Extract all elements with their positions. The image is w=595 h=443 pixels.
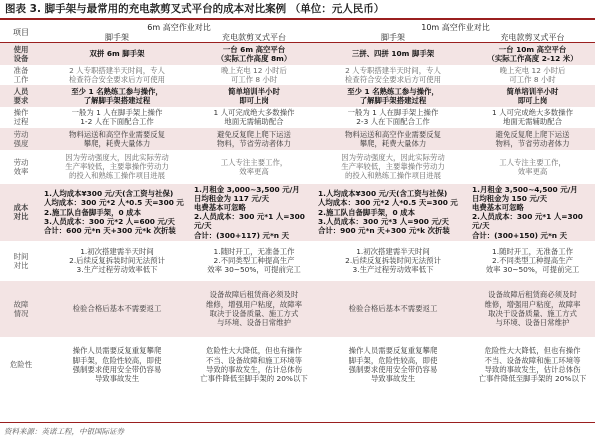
- header-scaffold-6m: 脚手架: [42, 33, 192, 43]
- table-cell: 操作人员需要反复重复攀爬 脚手架，危险性较高，即使 强制要求使用安全带仍容易 导致事故发生: [42, 337, 192, 393]
- table-cell: 一般为 1 人在脚手架上操作 2-3 人在下面配合工作: [316, 107, 470, 128]
- row-label: 操作 过程: [0, 107, 42, 128]
- table-cell: 检验合格后基本不需要返工: [316, 281, 470, 337]
- table-cell: 1.人均成本¥300 元/天(含工资与社保) 人均成本：300 元*2 人*0.5 天=300 元 2.施工队自备脚手架，0 成本 3.人员成本：300 元*2 人=600 元/天 合计：600 元*n 天+300 元*k 次折装: [42, 184, 192, 241]
- table-cell: 2 人专职搭建半天时间，专人 检查符合安全要求后方可使用: [42, 65, 192, 85]
- table-cell: 1 人可完成绝大多数操作 地面无需辅助配合: [470, 107, 595, 128]
- table-cell: 1 人可完成绝大多数操作 地面无需辅助配合: [192, 107, 316, 128]
- table-cell: 双拼 6m 脚手架: [42, 43, 192, 65]
- table-cell: 因为劳动强度大，因此实际劳动 生产率较低，主要靠操作劳动力 的投入和熟练工操作项目进展: [316, 150, 470, 184]
- table-cell: 三拼、四拼 10m 脚手架: [316, 43, 470, 65]
- table-cell: 避免反复爬上爬下运送 物料，节省劳动者体力: [470, 128, 595, 150]
- table-cell: 操作人员需要反复重复攀爬 脚手架，危险性较高，即使 强制要求使用安全带仍容易 导致事故发生: [316, 337, 470, 393]
- table-row: [0, 43, 595, 65]
- table-cell: 工人专注主要工作， 效率更高: [192, 150, 316, 184]
- source-note: 资料来源：英诺工程，中银国际证券: [4, 427, 124, 436]
- table-row: [0, 241, 595, 281]
- table-row: [0, 128, 595, 150]
- table-cell: 1.人均成本¥300 元/天(含工资与社保) 人均成本：300 元*2 人*0.5 天=300 元 2.施工队自备脚手架，0 成本 3.人员成本：300 元*3 人=900 元/天 合计：900 元*n 天+300 元*k 次折装: [316, 184, 470, 241]
- table-cell: 晚上充电 12 小时后 可工作 8 小时: [192, 65, 316, 85]
- table-row: [0, 337, 595, 393]
- table-row: [0, 150, 595, 184]
- table-bottom-rule: [0, 422, 595, 423]
- table-cell: 晚上充电 12 小时后 可工作 8 小时: [470, 65, 595, 85]
- table-cell: 危险性大大降低，但也有操作 不当、设备故障和施工环境等 导致的事故发生，估计总体伤 亡事件降低至脚手架的 20%以下: [470, 337, 595, 393]
- header-lift-10m: 充电款剪叉式平台: [470, 33, 595, 43]
- table-cell: 简单培训半小时 即可上岗: [470, 85, 595, 107]
- table-cell: 因为劳动强度大，因此实际劳动 生产率较低，主要靠操作劳动力 的投入和熟练工操作项目进展: [42, 150, 192, 184]
- row-label: 准备 工作: [0, 65, 42, 85]
- header-lift-6m: 充电款剪叉式平台: [192, 33, 316, 43]
- table-cell: 危险性大大降低，但也有操作 不当、设备故障和施工环境等 导致的事故发生，估计总体伤 亡事件降低至脚手架的 20%以下: [192, 337, 316, 393]
- row-label: 危险性: [0, 337, 42, 393]
- row-label: 劳动 强度: [0, 128, 42, 150]
- cost-comparison-table: [0, 22, 595, 393]
- table-cell: 1.初次搭建需半天时间 2.后续反复拆装时间无法预计 3.生产过程劳动效率低下: [42, 241, 192, 281]
- table-cell: 物料运送和高空作业需要反复 攀爬，耗费大量体力: [42, 128, 192, 150]
- table-cell: 一般为 1 人在脚手架上操作 1-2 人在下面配合工作: [42, 107, 192, 128]
- row-label: 成本 对比: [0, 184, 42, 241]
- table-cell: 1.月租金 3,000~3,500 元/月 日均租金为 117 元/天 电费基本可忽略 2.人员成本：300 元*1 人=300 元/天 合计：(300+117) 元*n 天: [192, 184, 316, 241]
- table-row: [0, 85, 595, 107]
- figure-title: 图表 3. 脚手架与最常用的充电款剪叉式平台的成本对比案例 （单位：元人民币）: [0, 0, 595, 20]
- header-group-10m: 10m 高空作业对比: [421, 22, 490, 32]
- table-cell: 设备故障后租赁商必须及时 维修，增强用户粘度，故障率 取决于设备质量、施工方式 与环境、设备日常维护: [470, 281, 595, 337]
- table-cell: 1.月租金 3,500~4,500 元/月 日均租金为 150 元/天 电费基本可忽略 2.人员成本：300 元*1 人=300 元/天 合计：(300+150) 元*n 天: [470, 184, 595, 241]
- table-cell: 1.随时开工，无准备工作 2.不同类型工种提高生产 效率 30~50%，可提前完工: [470, 241, 595, 281]
- table-cell: 1.初次搭建需半天时间 2.后续反复拆装时间无法预计 3.生产过程劳动效率低下: [316, 241, 470, 281]
- header-scaffold-10m: 脚手架: [316, 33, 470, 43]
- table-row: [0, 281, 595, 337]
- table-cell: 简单培训半小时 即可上岗: [192, 85, 316, 107]
- header-item: 项目: [0, 22, 42, 43]
- table-cell: 工人专注主要工作， 效率更高: [470, 150, 595, 184]
- table-cell: 一台 6m 高空平台 （实际工作高度 8m）: [192, 43, 316, 65]
- row-label: 使用 设备: [0, 43, 42, 65]
- row-label: 时间 对比: [0, 241, 42, 281]
- table-row: [0, 184, 595, 241]
- table-cell: 设备故障后租赁商必须及时 维修，增强用户粘度，故障率 取决于设备质量、施工方式 与环境、设备日常维护: [192, 281, 316, 337]
- table-cell: 物料运送和高空作业需要反复 攀爬，耗费大量体力: [316, 128, 470, 150]
- table-cell: 避免反复爬上爬下运送 物料，节省劳动者体力: [192, 128, 316, 150]
- table-cell: 至少 1 名熟练工参与操作， 了解脚手架搭建过程: [316, 85, 470, 107]
- table-cell: 2 人专职搭建半天时间，专人 检查符合安全要求后方可使用: [316, 65, 470, 85]
- row-label: 故障 情况: [0, 281, 42, 337]
- table-cell: 1.随时开工，无准备工作 2.不同类型工种提高生产 效率 30~50%，可提前完工: [192, 241, 316, 281]
- row-label: 劳动 效率: [0, 150, 42, 184]
- table-cell: 至少 1 名熟练工参与操作， 了解脚手架搭建过程: [42, 85, 192, 107]
- row-label: 人员 要求: [0, 85, 42, 107]
- table-cell: 检验合格后基本不需要返工: [42, 281, 192, 337]
- header-group-6m: 6m 高空作业对比: [147, 22, 211, 32]
- table-cell: 一台 10m 高空平台 （实际工作高度 2-12 米）: [470, 43, 595, 65]
- table-row: [0, 107, 595, 128]
- table-row: [0, 65, 595, 85]
